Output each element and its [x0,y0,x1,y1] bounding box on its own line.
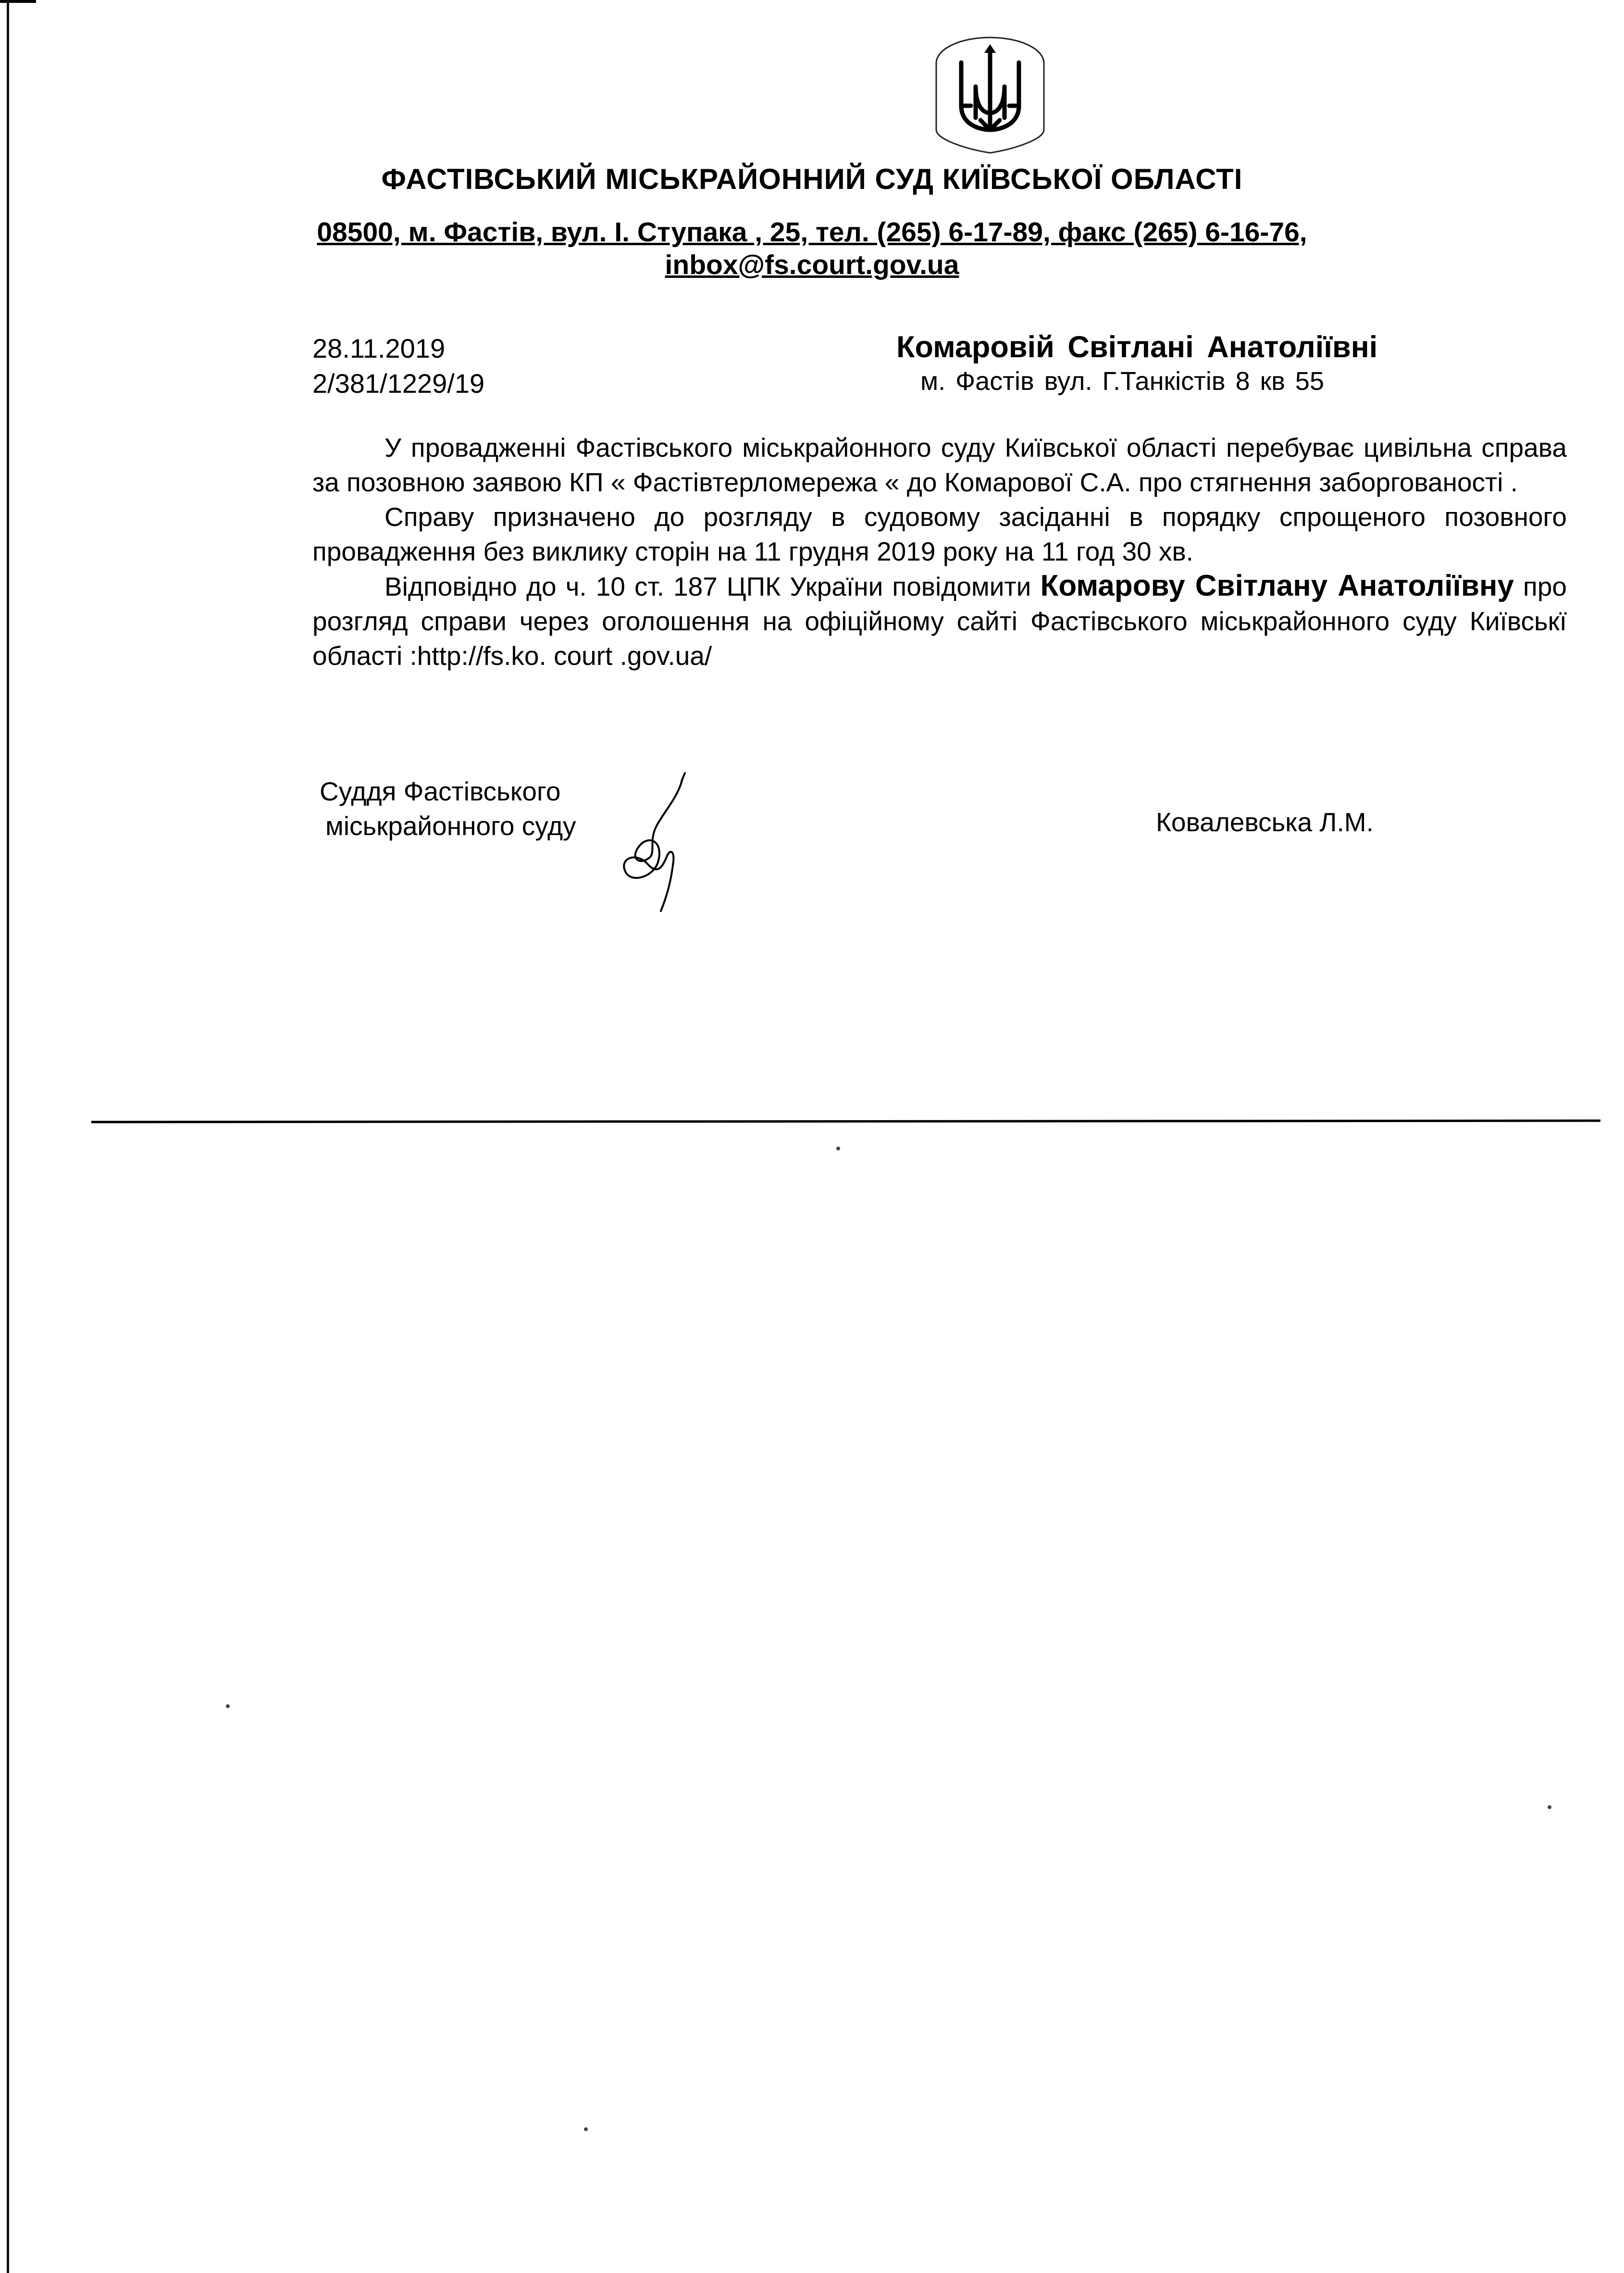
judge-title-line1: Суддя Фастівського [320,776,561,806]
scan-corner-mark [0,0,36,3]
notified-person-name: Комарову Світлану Анатоліївну [1040,569,1514,602]
scan-speck [1548,1805,1551,1809]
judge-title-line2: міськрайонного суду [325,811,576,841]
notification-text-end: про розгляд справи через оголошення на офіційному сайті Фастівського міськрайонного суду Київськї області :http://fs.ko. court .gov.ua/ [312,572,1567,671]
trident-emblem-icon [928,34,1053,154]
document-date: 28.11.2019 [312,333,446,363]
recipient-address: м. Фастів вул. Г.Танкістів 8 кв 55 [920,367,1324,396]
scan-speck [584,2127,588,2131]
scan-left-edge [7,0,9,2273]
court-email: inbox@fs.court.gov.ua [665,250,959,280]
court-name: ФАСТІВСЬКИЙ МІСЬКРАЙОННИЙ СУД КИЇВСЬКОЇ ОБЛАСТІ [381,163,1243,195]
handwritten-signature [610,769,702,913]
judge-title [320,774,576,843]
paragraph-hearing: Справу призначено до розгляду в судовому засіданні в порядку спрощеного позовного провадження без виклику сторін на 11 грудня 2019 року на 11 год 30 хв. [312,502,1567,566]
scan-speck [836,1147,840,1150]
scan-speck [226,1704,230,1708]
recipient-name: Комаровій Світлані Анатоліївні [896,330,1378,364]
court-address: 08500, м. Фастів, вул. І. Ступака , 25, тел. (265) 6-17-89, факс (265) 6-16-76, [317,217,1307,248]
notification-text-start: Відповідно до ч. 10 ст. 187 ЦПК України повідомити [384,572,1031,601]
letter-body [312,430,1567,673]
case-number: 2/381/1229/19 [312,368,485,399]
paragraph-proceedings: У провадженні Фастівського міськрайонного суду Київської області перебуває цивільна справа за позовною заявою КП « Фастівтерломережа « до Комарової С.А. про стягнення заборгованості . [312,433,1567,497]
scan-separator-line [91,1120,1600,1124]
judge-name: Ковалевська Л.М. [1156,807,1374,837]
paragraph-notification [312,569,1567,673]
